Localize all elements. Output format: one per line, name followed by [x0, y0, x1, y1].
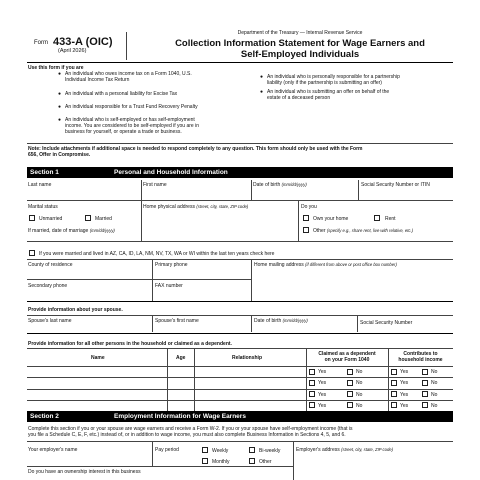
contributes-no-checkbox[interactable] — [422, 369, 428, 375]
form-title-line2: Self-Employed Individuals — [240, 49, 360, 60]
monthly-label: Monthly — [212, 459, 230, 465]
attachment-note: Note: Include attachments if additional space is needed to respond completely to any question. This form should only be used with the Form 656, Offer in Compromise. — [28, 146, 363, 158]
col-claimed: Claimed as a dependent on your Form 1040 — [318, 351, 376, 363]
rent-label: Rent — [385, 216, 396, 222]
claimed-no-checkbox[interactable] — [347, 391, 353, 397]
contributes-yes-label: Yes — [400, 380, 409, 387]
form-number: 433-A (OIC) — [53, 36, 113, 48]
contributes-yes-checkbox[interactable] — [391, 369, 397, 375]
claimed-no-checkbox[interactable] — [347, 369, 353, 375]
contributes-yes-checkbox[interactable] — [391, 402, 397, 408]
spouse-info-heading: Provide information about your spouse. — [28, 307, 123, 313]
do-you-label: Do you — [301, 204, 317, 210]
claimed-no-label: No — [356, 402, 363, 409]
spouse-first-name-label: Spouse's first name — [155, 318, 199, 324]
primary-phone-label: Primary phone — [155, 262, 188, 268]
other-pay-checkbox[interactable] — [249, 458, 255, 464]
contributes-yes-checkbox[interactable] — [391, 380, 397, 386]
contributes-yes-label: Yes — [400, 391, 409, 398]
other-pay-label: Other — [259, 459, 272, 465]
spouse-dob-label: Date of birth (mm/dd/yyyy) — [254, 318, 308, 324]
form-prefix: Form — [34, 40, 48, 46]
other-residence-label: Other (specify e.g., share rent, live with relative, etc.) — [313, 228, 414, 234]
contributes-no-label: No — [431, 391, 438, 398]
section2-number: Section 2 — [30, 413, 59, 420]
contributes-no-label: No — [431, 369, 438, 375]
claimed-no-label: No — [356, 369, 363, 375]
mailing-address-label: Home mailing address (if different from above or post office box number) — [254, 262, 397, 268]
community-property-checkbox[interactable] — [29, 250, 35, 256]
last-name-label: Last name — [28, 182, 52, 188]
rent-checkbox[interactable] — [374, 215, 380, 221]
section1-title: Personal and Household Information — [114, 169, 228, 176]
col-age: Age — [176, 355, 186, 361]
section1-number: Section 1 — [30, 169, 59, 176]
claimed-no-label: No — [356, 391, 363, 398]
weekly-checkbox[interactable] — [202, 447, 208, 453]
claimed-yes-checkbox[interactable] — [309, 391, 315, 397]
weekly-label: Weekly — [212, 448, 229, 454]
own-home-checkbox[interactable] — [303, 215, 309, 221]
other-residence-checkbox[interactable] — [303, 227, 309, 233]
community-property-label: If you were married and lived in AZ, CA, ID, LA, NM, NV, TX, WA or WI within the last ten years check here — [39, 251, 275, 257]
spouse-ssn-label: Social Security Number — [360, 320, 413, 326]
claimed-yes-checkbox[interactable] — [309, 402, 315, 408]
spouse-last-name-label: Spouse's last name — [28, 318, 72, 324]
dob-label: Date of birth (mm/dd/yyyy) — [253, 182, 307, 188]
county-label: County of residence — [28, 262, 73, 268]
marriage-date-label: If married, date of marriage (mm/dd/yyyy) — [28, 228, 115, 234]
unmarried-label: Unmarried — [39, 216, 63, 222]
contributes-yes-checkbox[interactable] — [391, 391, 397, 397]
section2-header — [27, 411, 453, 422]
bullet-5: ● An individual who is personally responsible for a partnership liability (only if the partnership is submitting an offer) — [260, 74, 400, 86]
contributes-yes-label: Yes — [400, 402, 409, 409]
monthly-checkbox[interactable] — [202, 458, 208, 464]
claimed-yes-label: Yes — [318, 402, 327, 409]
claimed-no-checkbox[interactable] — [347, 402, 353, 408]
ownership-label: Do you have an ownership interest in this business — [28, 469, 141, 475]
secondary-phone-label: Secondary phone — [28, 283, 68, 289]
contributes-no-label: No — [431, 380, 438, 387]
claimed-yes-label: Yes — [318, 380, 327, 387]
bullet-1: ● An individual who owes income tax on a Form 1040, U.S. Individual Income Tax Return — [58, 71, 192, 83]
unmarried-checkbox[interactable] — [29, 215, 35, 221]
marital-status-label: Marital status — [28, 204, 58, 210]
biweekly-checkbox[interactable] — [249, 447, 255, 453]
biweekly-label: Bi-weekly — [259, 448, 281, 454]
claimed-no-label: No — [356, 380, 363, 387]
contributes-no-checkbox[interactable] — [422, 380, 428, 386]
married-label: Married — [95, 216, 112, 222]
fax-label: FAX number — [155, 283, 183, 289]
section2-intro: Complete this section if you or your spouse are wage earners and receive a Form W-2. If you or your spouse have self-employment income (that is you file a Schedule C, E, F, etc.) instead of, or in addition to wage income, you must also complete Business Information in Sections 4, 5, and 6. — [28, 426, 353, 438]
use-if-heading: Use this form if you are — [28, 65, 84, 71]
bullet-4: ● An individual who is self-employed or has self-employment income. You are considered to be self-employed if you are in business for yourself, or operate a trade or business. — [58, 117, 199, 135]
pay-period-label: Pay period — [155, 447, 179, 453]
section2-title: Employment Information for Wage Earners — [114, 413, 246, 420]
own-home-label: Own your home — [313, 216, 349, 222]
employer-address-label: Employer's address (street, city, state, ZIP code) — [296, 447, 394, 453]
first-name-label: First name — [143, 182, 167, 188]
married-checkbox[interactable] — [85, 215, 91, 221]
bullet-2: ● An individual with a personal liability for Excise Tax — [58, 91, 178, 97]
claimed-yes-label: Yes — [318, 391, 327, 398]
bullet-3: ● An individual responsible for a Trust Fund Recovery Penalty — [58, 104, 198, 110]
claimed-yes-label: Yes — [318, 369, 327, 375]
claimed-yes-checkbox[interactable] — [309, 369, 315, 375]
ssn-label: Social Security Number or ITIN — [361, 182, 430, 188]
contributes-no-label: No — [431, 402, 438, 409]
household-heading: Provide information for all other persons in the household or claimed as a dependent. — [28, 341, 232, 347]
bullet-6: ● An individual who is submitting an offer on behalf of the estate of a deceased person — [260, 89, 390, 101]
col-name: Name — [91, 355, 105, 361]
home-address-label: Home physical address (street, city, state, ZIP code) — [143, 204, 249, 210]
col-relationship: Relationship — [232, 355, 263, 361]
contributes-yes-label: Yes — [400, 369, 409, 375]
employer-name-label: Your employer's name — [28, 447, 78, 453]
contributes-no-checkbox[interactable] — [422, 391, 428, 397]
section1-header — [27, 167, 453, 178]
form-date: (April 2026) — [58, 48, 87, 54]
claimed-yes-checkbox[interactable] — [309, 380, 315, 386]
form-title-line1: Collection Information Statement for Wage Earners and — [175, 38, 425, 49]
col-contributes: Contributes to household income — [398, 351, 443, 363]
claimed-no-checkbox[interactable] — [347, 380, 353, 386]
contributes-no-checkbox[interactable] — [422, 402, 428, 408]
department-name: Department of the Treasury — Internal Revenue Service — [237, 30, 363, 36]
